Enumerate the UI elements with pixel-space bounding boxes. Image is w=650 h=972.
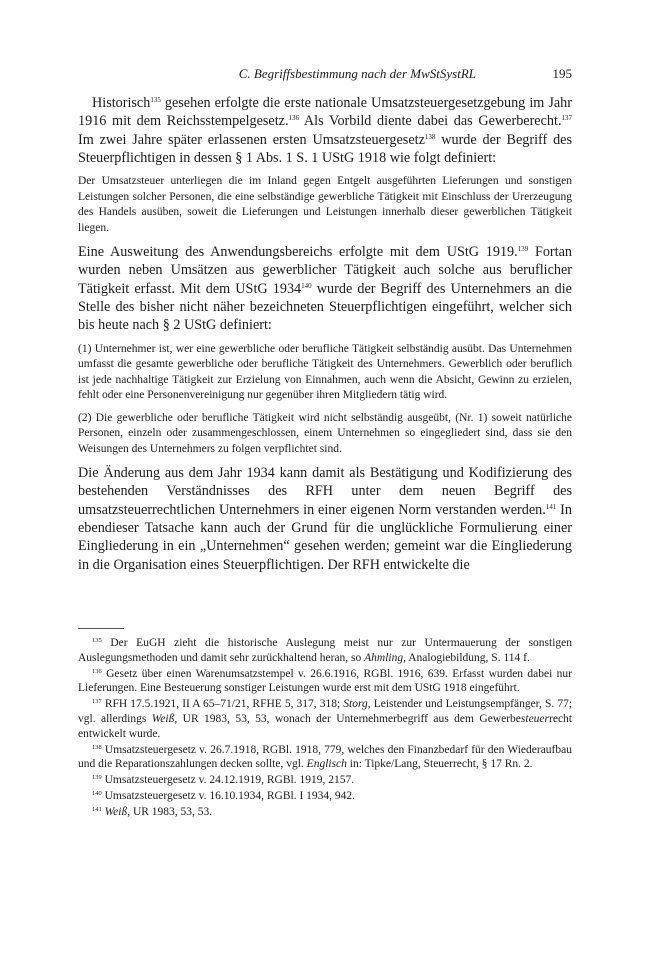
paragraph-1 (78, 94, 572, 167)
footnote-number: 135 (92, 637, 102, 644)
footnote-text: RFH 17.5.1921, II A 65–71/21, RFHE 5, 317, 318; (104, 698, 344, 711)
text-run: Fortan wurden neben Umsätzen aus gewerblicher Tätigkeit auch solche aus beruflicher Tätigkeit erfasst. Mit dem UStG 1934 (78, 244, 572, 297)
footnote-number: 139 (92, 774, 102, 782)
footnote-text: , UR 1983, 53, 53, wonach der Unternehmerbegriff aus dem Gewerbe (174, 712, 521, 725)
footnote (78, 743, 572, 773)
footnote-ref[interactable]: 141 (545, 502, 557, 511)
footnote-text: Umsatzsteuergesetz v. 24.12.1919, RGBl. 1919, 2157. (104, 774, 355, 787)
running-title: C. Begriffsbestimmung nach der MwStSystRL (238, 66, 476, 81)
footnote-text: recht entwickelt wurde. (78, 712, 572, 740)
footnote-text: in: Tipke/Lang, Steuerrecht, § 17 Rn. 2. (346, 758, 533, 771)
footnote (78, 667, 572, 697)
text-run: Als Vorbild diente dabei das Gewerberecht. (299, 113, 562, 130)
footnotes (78, 636, 572, 821)
footnote-text: Gesetz über einen Warenumsatzstempel v. 26.6.1916, RGBl. 1916, 639. Erfasst wurden dabei nur Lieferungen. Eine Besteuerung sonstiger Leistungen wurde erst mit dem UStG 1918 eingeführt. (78, 667, 572, 695)
footnote-number: 137 (92, 698, 102, 706)
body-text (78, 94, 572, 581)
footnote-ref[interactable]: 135 (150, 96, 161, 104)
footnote-ref[interactable]: 136 (288, 114, 300, 123)
footnote-text: Umsatzsteuergesetz v. 26.7.1918, RGBl. 1918, 779, welches den Finanzbedarf für den Wiederaufbau und die Reparationszahlungen decken sollte, vgl. (78, 743, 572, 771)
text-run: gesehen erfolgte die erste nationale Umsatzsteuergesetzgebung im Jahr 1916 mit dem Reichsstempelgesetz. (78, 95, 572, 130)
quote-ustg-1918: Der Umsatzsteuer unterliegen die im Inland gegen Entgelt ausgeführten Lieferungen und sonstigen Leistungen solcher Personen, die eine selbständige gewerbliche Tätigkeit mit Einschluss der Urerzeugung des Handels ausüben, soweit die Lieferungen und Leistungen innerhalb dieser gewerblichen Tätigkeit liegen. (78, 175, 572, 234)
footnote-ref[interactable]: 137 (561, 114, 572, 123)
footnote-author: Weiß (151, 712, 175, 725)
footnote-number: 136 (92, 667, 102, 675)
footnote-text: , UR 1983, 53, 53. (127, 805, 213, 818)
quote-par2-abs1: (1) Unternehmer ist, wer eine gewerbliche oder berufliche Tätigkeit selbständig ausübt. Das Unternehmen umfasst die gesamte gewerbliche oder berufliche Tätigkeit des Unternehmers. Gewerblich oder beruflich ist jede nachhaltige Tätigkeit zur Erzielung von Einnahmen, auch wenn die Absicht, Gewinn zu erzielen, fehlt oder eine Personenvereinigung nur gegenüber ihren Mitgliedern tätig wird. (78, 342, 572, 402)
footnote (78, 789, 572, 804)
quote-par2-abs2: (2) Die gewerbliche oder berufliche Tätigkeit wird nicht selbständig ausgeübt, (Nr. 1) soweit natürliche Personen, einzeln oder zusammengeschlossen, einem Unternehmen so eingegliedert sind, dass sie den Weisungen des Unternehmers zu folgen verpflichtet sind. (78, 411, 572, 455)
text-run: wurde der Begriff des Unternehmers an die Stelle des bisher nicht näher bezeichneten Steuerpflichtigen eingeführt, welcher sich bis heute nach § 2 UStG definiert: (78, 280, 572, 334)
footnote-author: Weiß (104, 805, 128, 818)
footnote-author: Englisch (306, 758, 347, 771)
text-run: Im zwei Jahre später erlassenen ersten Umsatzsteuergesetz (78, 131, 425, 148)
footnote-author: steuer (520, 712, 550, 725)
text-run: In ebendieser Tatsache kann auch der Grund für die unglückliche Formulierung einer Eingliederung in ein „Unternehmen“ gesehen werden; gemeint war die Eingliederung in die Organisation eines Steuerpflichtigen. Der RFH entwickelte die (78, 501, 572, 573)
footnote-number: 141 (92, 805, 102, 813)
paragraph-3 (78, 464, 572, 574)
footnote-text: , Analogiebildung, S. 114 f. (403, 651, 530, 664)
footnote-number: 140 (92, 789, 102, 797)
page-number: 195 (552, 66, 572, 81)
footnote-number: 138 (92, 743, 102, 751)
paragraph-2 (78, 243, 572, 334)
footnote-author: Storg, (343, 698, 371, 711)
footnote (78, 773, 572, 788)
text-run: wurde der Begriff des Steuerpflichtigen in dessen § 1 Abs. 1 S. 1 UStG 1918 wie folgt definiert: (78, 131, 573, 166)
footnote (78, 805, 572, 820)
text-run: Eine Ausweitung des Anwendungsbereichs erfolgte mit dem UStG 1919. (78, 244, 518, 261)
footnote-text: Leistender und Leistungsempfänger, S. 77; vgl. allerdings (78, 698, 573, 725)
running-head (78, 66, 572, 84)
footnote (78, 697, 572, 741)
footnote-text: Umsatzsteuergesetz v. 16.10.1934, RGBl. I 1934, 942. (104, 789, 356, 802)
footnote (78, 636, 572, 666)
footnote-author: Ahmling (364, 651, 404, 664)
footnote-ref[interactable]: 139 (517, 245, 529, 254)
text-run: Historisch (92, 95, 151, 111)
footnote-text: Der EuGH zieht die historische Auslegung meist nur zur Untermauerung der sonstigen Auslegungsmethoden und damit sehr zurückhaltend heran, so (78, 637, 573, 664)
footnote-divider (78, 628, 124, 629)
footnote-ref[interactable]: 140 (301, 281, 312, 290)
text-run: Die Änderung aus dem Jahr 1934 kann damit als Bestätigung und Kodifizierung des bestehenden Verständnisses des RFH unter dem neuen Begriff des umsatzsteuerrechtlichen Unternehmers in einer eigenen Norm verstanden werden. (78, 465, 572, 518)
footnote-ref[interactable]: 138 (424, 132, 436, 141)
